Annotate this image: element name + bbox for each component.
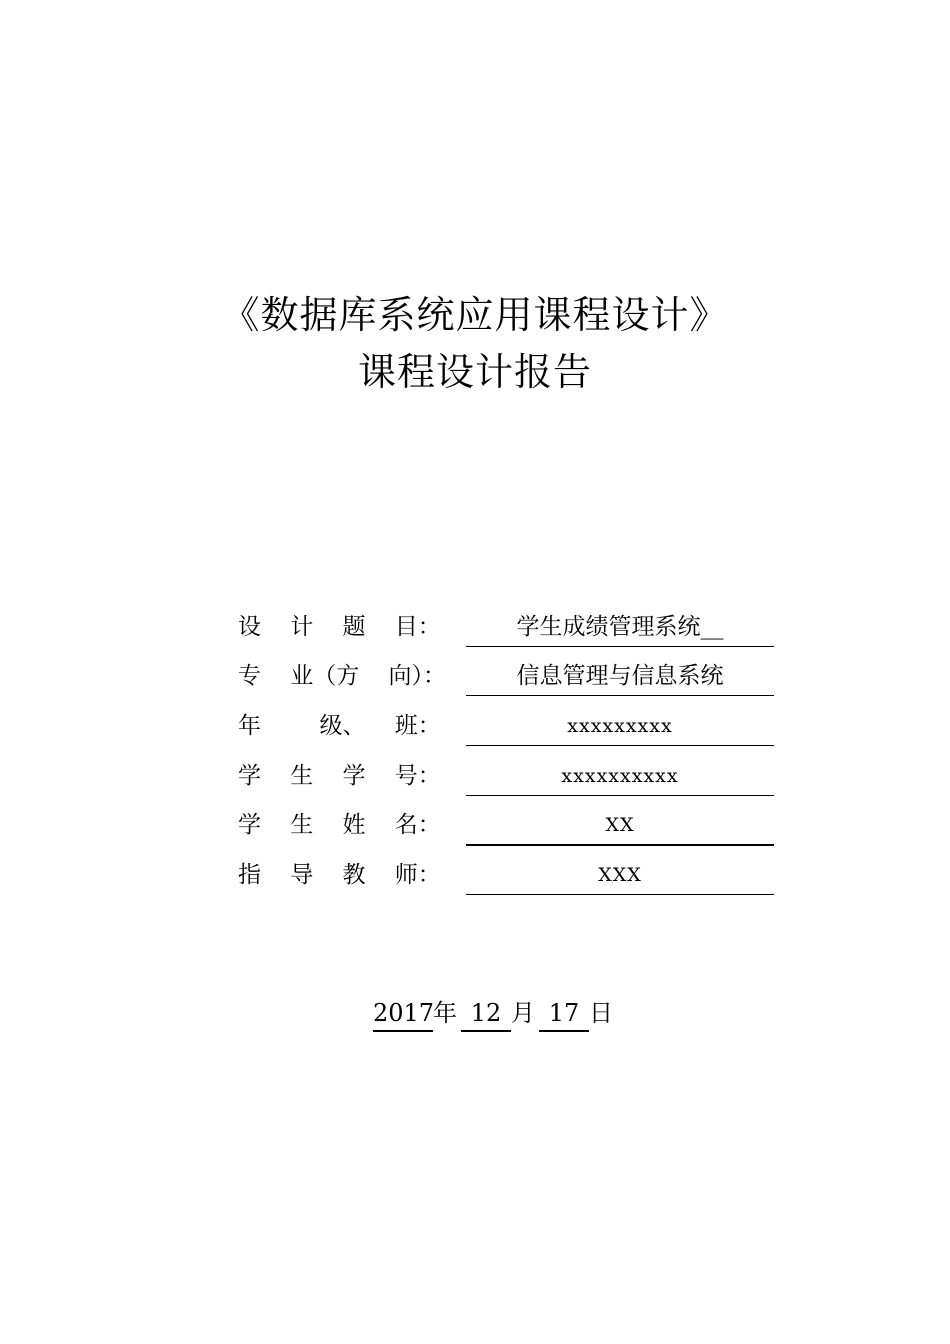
student-name-underline: [466, 844, 774, 846]
date-year-unit: 年: [433, 999, 457, 1027]
student-id-value: xxxxxxxxxx: [561, 765, 679, 787]
date-day: 17: [539, 996, 589, 1032]
date-year: 2017: [373, 996, 433, 1032]
student-name-value: XX: [605, 814, 635, 836]
design-topic-underline: [466, 646, 774, 647]
date-month-unit: 月: [511, 999, 535, 1027]
advisor-value: XXX: [598, 864, 642, 886]
grade-class-label: 年 级、 班：: [238, 713, 441, 739]
info-row-design-topic: [238, 606, 778, 646]
design-topic-label: 设 计 题 目：: [238, 614, 441, 640]
date-month: 12: [461, 996, 511, 1032]
report-title-line-2: 课程设计报告: [357, 350, 592, 394]
info-row-advisor: [238, 854, 778, 894]
student-name-label: 学 生 姓 名：: [238, 812, 441, 838]
info-row-student-name: [238, 804, 778, 844]
design-topic-value: 学生成绩管理系统__: [516, 614, 724, 640]
student-id-underline: [466, 795, 774, 796]
info-row-major: [238, 655, 778, 695]
advisor-underline: [466, 894, 774, 895]
grade-class-underline: [466, 745, 774, 746]
info-row-grade-class: [238, 705, 778, 745]
major-value: 信息管理与信息系统: [516, 663, 724, 689]
report-date: [373, 996, 633, 1036]
advisor-label: 指 导 教 师：: [238, 862, 441, 888]
major-label: 专 业（方 向）：: [238, 663, 446, 689]
major-underline: [466, 695, 774, 696]
student-id-label: 学 生 学 号：: [238, 763, 441, 789]
date-day-unit: 日: [589, 999, 613, 1027]
info-row-student-id: [238, 755, 778, 795]
report-title-line-1: 《数据库系统应用课程设计》: [221, 293, 729, 337]
grade-class-value: xxxxxxxxx: [567, 715, 673, 737]
